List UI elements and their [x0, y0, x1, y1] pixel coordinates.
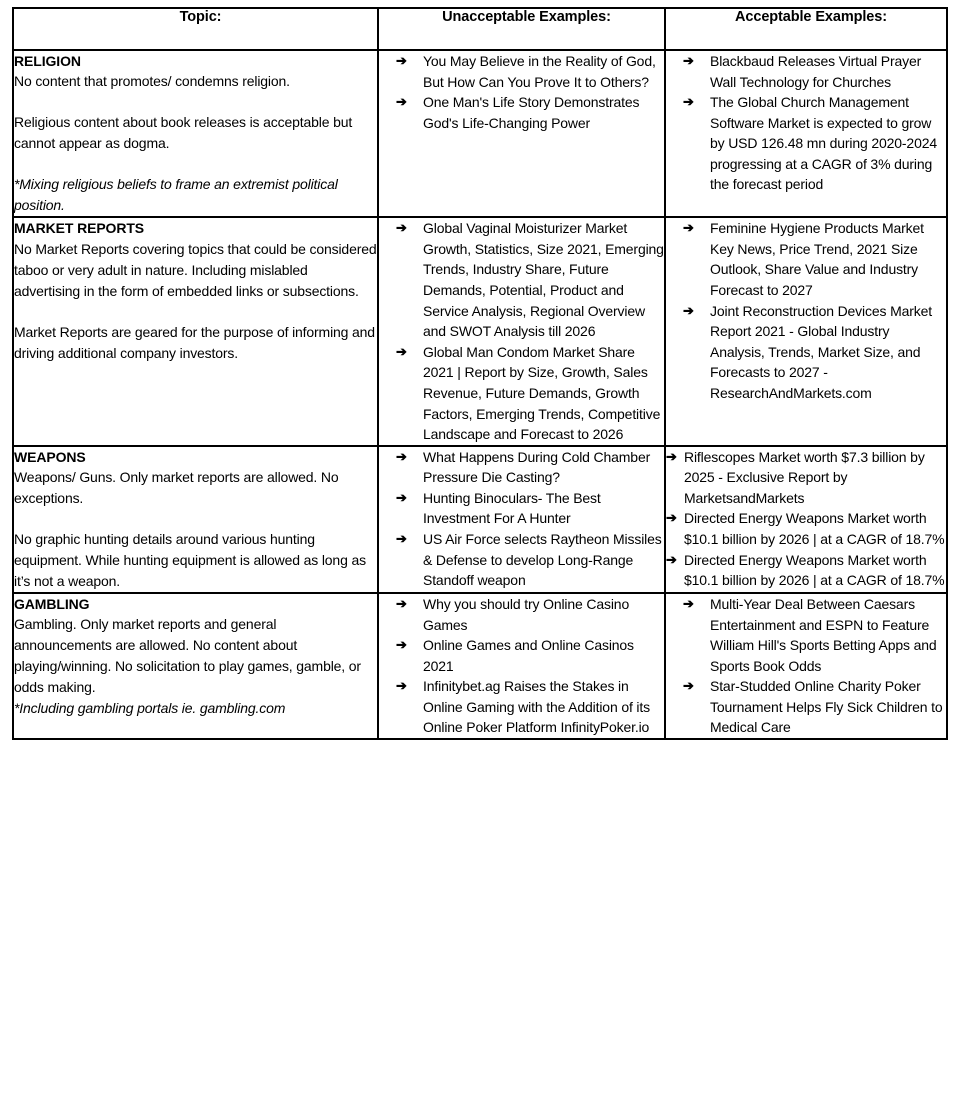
list-item — [666, 550, 946, 591]
list-item — [379, 529, 664, 591]
topic-title: GAMBLING — [14, 595, 90, 612]
list-item — [379, 92, 664, 133]
example-text: US Air Force selects Raytheon Missiles & Defense to develop Long-Range Standoff weapon — [423, 530, 662, 589]
arrow-right-icon: ➔ — [666, 448, 677, 464]
example-text: Infinitybet.ag Raises the Stakes in Online Gaming with the Addition of its Online Poker Platform InfinityPoker.io — [423, 678, 650, 736]
acceptable-examples-cell-weapons — [665, 446, 947, 593]
example-text: Blackbaud Releases Virtual Prayer Wall Technology for Churches — [710, 53, 922, 90]
list-item — [666, 92, 946, 195]
example-text: What Happens During Cold Chamber Pressure Die Casting? — [423, 448, 651, 486]
unacceptable-examples-cell-weapons — [378, 446, 665, 593]
example-text: Hunting Binoculars- The Best Investment For A Hunter — [423, 489, 601, 527]
example-text: One Man's Life Story Demonstrates God's Life-Changing Power — [423, 94, 640, 131]
list-item — [379, 51, 664, 92]
topic-title: RELIGION — [14, 53, 81, 69]
arrow-right-icon: ➔ — [683, 302, 694, 318]
arrow-right-icon: ➔ — [396, 343, 407, 359]
topic-paragraph: Gambling. Only market reports and general announcements are allowed. No content about playing/winning. No solicitation to play games, gamble, or odds making. — [14, 616, 361, 696]
topic-paragraph: No graphic hunting details around various hunting equipment. While hunting equipment is allowed as long as it’s not a weapon. — [14, 530, 366, 589]
example-text: Multi-Year Deal Between Caesars Entertainment and ESPN to Feature William Hill's Sports Betting Apps and Sports Book Odds — [710, 595, 937, 674]
topic-cell-market-reports — [13, 217, 378, 445]
list-item — [666, 301, 946, 404]
arrow-right-icon: ➔ — [683, 53, 694, 68]
example-text: Global Man Condom Market Share 2021 | Report by Size, Growth, Sales Revenue, Future Demands, Growth Factors, Emerging Trends, Competitive Landscape and Forecast to 2026 — [423, 343, 661, 443]
topic-title: WEAPONS — [14, 448, 86, 465]
arrow-right-icon: ➔ — [396, 94, 407, 110]
list-item — [379, 594, 664, 635]
acceptable-examples-list — [666, 594, 946, 738]
list-item — [379, 488, 664, 529]
unacceptable-examples-cell-market-reports — [378, 217, 665, 445]
example-text: Joint Reconstruction Devices Market Report 2021 - Global Industry Analysis, Trends, Market Size, and Forecasts to 2027 - ResearchAndMarkets.com — [710, 302, 932, 401]
table-row — [13, 217, 947, 445]
example-text: You May Believe in the Reality of God, But How Can You Prove It to Others? — [423, 53, 656, 90]
table-row — [13, 593, 947, 739]
topic-cell-weapons — [13, 446, 378, 593]
list-item — [666, 218, 946, 300]
example-text: Feminine Hygiene Products Market Key News, Price Trend, 2021 Size Outlook, Share Value and Industry Forecast to 2027 — [710, 220, 924, 299]
arrow-right-icon: ➔ — [666, 510, 677, 526]
arrow-right-icon: ➔ — [396, 489, 407, 505]
arrow-right-icon: ➔ — [683, 220, 694, 236]
arrow-right-icon: ➔ — [683, 678, 694, 694]
example-text: Riflescopes Market worth $7.3 billion by 2025 - Exclusive Report by MarketsandMarkets — [684, 448, 925, 506]
topic-paragraph: No content that promotes/ condemns religion. — [14, 73, 290, 90]
topic-cell-religion — [13, 50, 378, 217]
arrow-right-icon: ➔ — [683, 595, 694, 611]
arrow-right-icon: ➔ — [396, 678, 407, 694]
arrow-right-icon: ➔ — [396, 220, 407, 236]
topic-paragraph: No Market Reports covering topics that could be considered taboo or very adult in nature. Including mislabled advertising in the form of embedded links or subsections. — [14, 240, 377, 299]
column-header-acceptable — [665, 8, 947, 50]
topic-paragraph: Weapons/ Guns. Only market reports are allowed. No exceptions. — [14, 468, 339, 506]
list-item — [666, 594, 946, 676]
arrow-right-icon: ➔ — [396, 530, 407, 546]
acceptable-examples-cell-religion — [665, 50, 947, 217]
topic-title: MARKET REPORTS — [14, 220, 145, 237]
acceptable-examples-list — [666, 51, 946, 195]
example-text: Directed Energy Weapons Market worth $10.1 billion by 2026 | at a CAGR of 18.7% — [684, 551, 945, 589]
example-text: Online Games and Online Casinos 2021 — [423, 637, 634, 674]
column-header-topic-label: Topic: — [179, 9, 222, 25]
topic-cell-gambling — [13, 593, 378, 739]
acceptable-examples-cell-gambling — [665, 593, 947, 739]
list-item — [666, 447, 946, 509]
table-row — [13, 50, 947, 217]
list-item — [379, 676, 664, 738]
list-item — [666, 508, 946, 549]
unacceptable-examples-cell-gambling — [378, 593, 665, 739]
topic-paragraph: Market Reports are geared for the purpose of informing and driving additional company investors. — [14, 323, 375, 361]
list-item — [666, 676, 946, 738]
topic-paragraph: *Mixing religious beliefs to frame an extremist political position. — [14, 176, 338, 214]
arrow-right-icon: ➔ — [683, 94, 694, 110]
example-text: Star-Studded Online Charity Poker Tournament Helps Fly Sick Children to Medical Care — [710, 678, 943, 736]
arrow-right-icon: ➔ — [666, 551, 677, 567]
arrow-right-icon: ➔ — [396, 637, 407, 653]
column-header-unacceptable — [378, 8, 665, 50]
unacceptable-examples-list — [379, 51, 664, 133]
example-text: Why you should try Online Casino Games — [423, 595, 630, 633]
column-header-unacceptable-label: Unacceptable Examples: — [442, 9, 611, 25]
arrow-right-icon: ➔ — [396, 53, 407, 68]
table-header-row — [13, 8, 947, 50]
unacceptable-examples-cell-religion — [378, 50, 665, 217]
example-text: Global Vaginal Moisturizer Market Growth, Statistics, Size 2021, Emerging Trends, Industry Share, Future Demands, Potential, Product and Service Analysis, Regional Overview and SWOT Analysis till 2026 — [423, 220, 664, 340]
topic-paragraph: Religious content about book releases is acceptable but cannot appear as dogma. — [14, 114, 353, 152]
column-header-acceptable-label: Acceptable Examples: — [735, 9, 887, 25]
acceptable-examples-cell-market-reports — [665, 217, 947, 445]
table-body — [13, 50, 947, 739]
arrow-right-icon: ➔ — [396, 448, 407, 464]
list-item — [379, 342, 664, 445]
example-text: Directed Energy Weapons Market worth $10.1 billion by 2026 | at a CAGR of 18.7% — [684, 510, 945, 547]
list-item — [379, 447, 664, 488]
acceptable-examples-list — [666, 218, 946, 403]
unacceptable-examples-list — [379, 447, 664, 591]
arrow-right-icon: ➔ — [396, 595, 407, 611]
table-header — [13, 8, 947, 50]
topic-paragraph: *Including gambling portals ie. gambling.com — [14, 700, 286, 717]
content-policy-table — [12, 7, 948, 740]
acceptable-examples-list — [666, 447, 946, 591]
list-item — [379, 218, 664, 341]
column-header-topic — [13, 8, 378, 50]
unacceptable-examples-list — [379, 218, 664, 444]
table-row — [13, 446, 947, 593]
list-item — [666, 51, 946, 92]
list-item — [379, 635, 664, 676]
unacceptable-examples-list — [379, 594, 664, 738]
example-text: The Global Church Management Software Market is expected to grow by USD 126.48 mn during 2020-2024 progressing at a CAGR of 3% during the forecast period — [710, 94, 937, 193]
